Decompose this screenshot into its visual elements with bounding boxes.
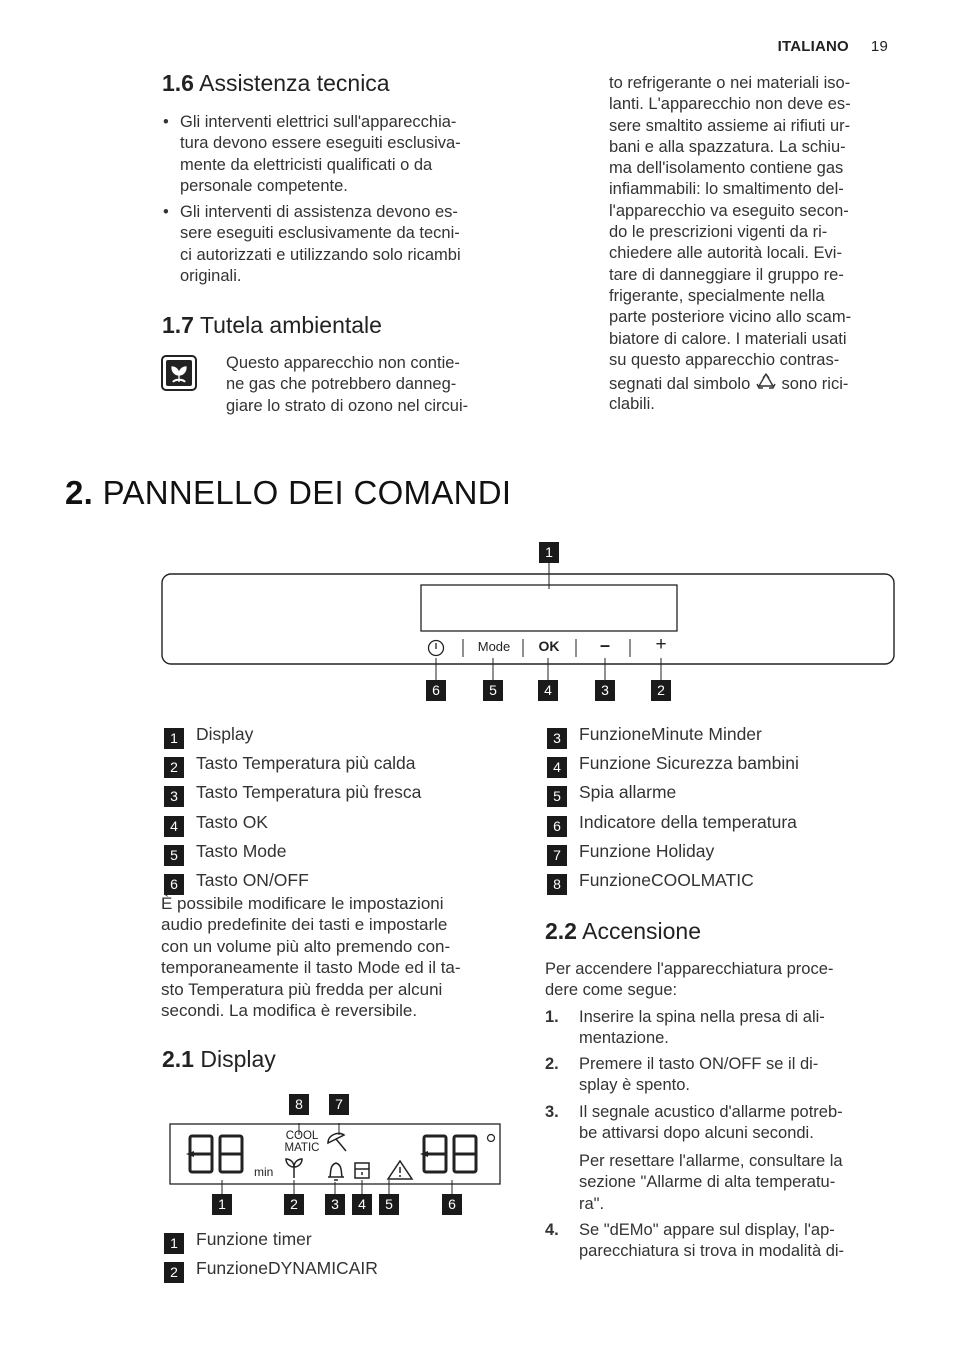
step-number: 2.	[545, 1055, 559, 1073]
legend-label: FunzioneMinute Minder	[579, 724, 762, 744]
legend-number: 3	[547, 728, 567, 749]
callout-ok: 4	[538, 680, 558, 701]
header-language: ITALIANO	[777, 38, 849, 55]
callout-colder: 3	[595, 680, 615, 701]
recycling-line	[609, 372, 899, 395]
coolmatic-label	[282, 1130, 322, 1154]
legend-number: 7	[547, 845, 567, 866]
panel-note: È possibile modificare le impostazioni audio predefinite dei tasti e impostarle con un volume più alto premendo con- temporaneamente il tasto Mode ed il ta- sto Temperatura più fredda per alcuni secondi. La modifica è reversibile.	[161, 894, 461, 1021]
step-text: Il segnale acustico d'allarme potreb- be attivarsi dopo alcuni secondi.	[579, 1103, 843, 1143]
step-number: 1.	[545, 1008, 559, 1026]
chapter-title: PANNELLO DEI COMANDI	[102, 474, 512, 511]
legend-label: Tasto OK	[196, 812, 268, 832]
chapter-heading	[65, 474, 511, 512]
legend-number: 4	[547, 757, 567, 778]
section-title: Assistenza tecnica	[199, 70, 390, 96]
min-label: min	[254, 1165, 274, 1179]
control-panel-diagram	[161, 541, 895, 706]
step-text: Se "dEMo" appare sul display, l'ap- parecchiatura si trova in modalità di-	[579, 1221, 845, 1261]
legend-label: Tasto Mode	[196, 841, 287, 861]
section-1-6-heading	[162, 70, 390, 97]
section-2-2-intro: Per accendere l'apparecchiatura proce- dere come segue:	[545, 960, 834, 1000]
step-3-extra: Per resettare l'allarme, consultare la sezione "Allarme di alta temperatu- ra".	[579, 1152, 843, 1213]
legend-number: 4	[164, 816, 184, 837]
callout-display: 1	[539, 542, 559, 563]
legend-label: FunzioneCOOLMATIC	[579, 870, 754, 890]
display-diagram	[168, 1093, 504, 1218]
step-text: Inserire la spina nella presa di ali- mentazione.	[579, 1008, 825, 1048]
legend-number: 2	[164, 757, 184, 778]
legend-number: 1	[164, 1233, 184, 1254]
callout-minute-minder: 3	[325, 1194, 345, 1215]
page-number: 19	[870, 38, 888, 55]
callout-warmer: 2	[651, 680, 671, 701]
section-title: Accensione	[582, 918, 702, 944]
step-text: Premere il tasto ON/OFF se il di- splay è spento.	[579, 1055, 819, 1095]
section-title: Display	[200, 1046, 276, 1072]
callout-mode: 5	[483, 680, 503, 701]
bullet-item: • Gli interventi di assistenza devono es- sere eseguiti esclusivamente da tecni- ci autorizzati e utilizzando solo ricambi originali.	[163, 202, 530, 287]
callout-holiday: 7	[329, 1094, 349, 1115]
legend-number: 1	[164, 728, 184, 749]
recycling-text-after: sono rici-	[781, 375, 849, 393]
step-number: 4.	[545, 1221, 559, 1239]
legend-label: Tasto Temperatura più calda	[196, 753, 416, 773]
legend-number: 6	[547, 816, 567, 837]
section-title: Tutela ambientale	[199, 312, 382, 338]
step-number: 3.	[545, 1103, 559, 1121]
legend-label: FunzioneDYNAMICAIR	[196, 1258, 378, 1278]
callout-child-lock: 4	[352, 1194, 372, 1215]
plus-button[interactable]: +	[655, 634, 667, 655]
legend-label: Tasto ON/OFF	[196, 870, 309, 890]
matic-text: MATIC	[284, 1142, 320, 1154]
chapter-number: 2.	[65, 474, 94, 511]
legend-number: 2	[164, 1262, 184, 1283]
recycling-text-before: segnati dal simbolo	[609, 375, 751, 393]
environment-continuation: to refrigerante o nei materiali iso- lanti. L'apparecchio non deve es- sere smaltito assieme ai rifiuti ur- bani e alla spazzatura. La schiu- ma dell'isolamento contiene gas infiammabili: lo smaltimento del- l'apparecchio va eseguito secon- do le prescrizioni vigenti da ri- chiedere alle autorità locali. Evi- tare di danneggiare il gruppo re- frigerante, specialmente nella parte posteriore vicino allo scam- biatore di calore. I materiali usati su questo apparecchio contras-	[609, 74, 852, 369]
environment-intro: Questo apparecchio non contie- ne gas che potrebbero danneg- giare lo strato di ozono nel circui-	[226, 354, 469, 415]
legend-number: 8	[547, 874, 567, 895]
recycling-last-line: clabili.	[609, 395, 655, 413]
legend-label: Funzione Holiday	[579, 841, 715, 861]
recycling-icon	[755, 372, 777, 392]
legend-label: Funzione Sicurezza bambini	[579, 753, 799, 773]
callout-on-off: 6	[426, 680, 446, 701]
callout-alarm: 5	[379, 1194, 399, 1215]
bullet-item: • Gli interventi elettrici sull'apparecchia- tura devono essere eseguiti esclusiva- mente da elettricisti qualificati o da personale competente.	[163, 112, 530, 197]
minus-button[interactable]: –	[599, 635, 610, 655]
legend-label: Spia allarme	[579, 782, 677, 802]
ok-button[interactable]: OK	[538, 638, 560, 654]
environment-leaf-icon	[161, 355, 197, 391]
callout-coolmatic: 8	[289, 1094, 309, 1115]
section-2-1-heading	[162, 1046, 276, 1073]
power-button[interactable]	[426, 638, 446, 658]
legend-label: Funzione timer	[196, 1229, 312, 1249]
section-2-2-heading	[545, 918, 701, 945]
legend-number: 5	[164, 845, 184, 866]
page-header	[778, 38, 888, 55]
cool-text: COOL	[285, 1130, 319, 1142]
callout-temperature: 6	[442, 1194, 462, 1215]
section-number: 2.2	[545, 918, 577, 944]
section-1-7-heading	[162, 312, 382, 339]
callout-timer: 1	[212, 1194, 232, 1215]
power-icon	[426, 638, 446, 658]
legend-number: 5	[547, 786, 567, 807]
mode-button[interactable]: Mode	[477, 639, 511, 654]
callout-dynamicair: 2	[284, 1194, 304, 1215]
legend-number: 3	[164, 786, 184, 807]
section-number: 1.7	[162, 312, 194, 338]
section-number: 1.6	[162, 70, 194, 96]
legend-number: 6	[164, 874, 184, 895]
section-number: 2.1	[162, 1046, 194, 1072]
legend-label: Tasto Temperatura più fresca	[196, 782, 422, 802]
legend-label: Display	[196, 724, 254, 744]
legend-label: Indicatore della temperatura	[579, 812, 797, 832]
